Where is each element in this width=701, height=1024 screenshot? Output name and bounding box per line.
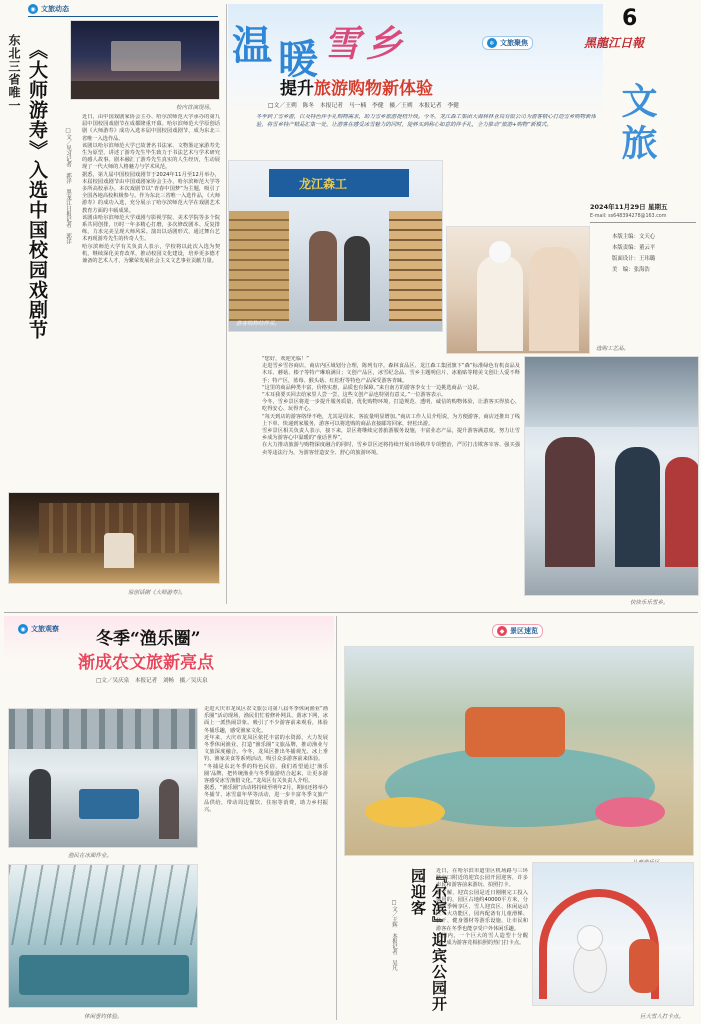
section-tag-observation: [18, 624, 59, 634]
subtitle-plain: 提升: [280, 79, 314, 99]
issue-date: 2024年11月29日 星期五: [590, 203, 668, 211]
store-photo: [228, 160, 443, 332]
snowman-photo: [532, 862, 694, 1006]
section-tag-feature: [482, 36, 533, 50]
section-tag-label: 文旅观察: [31, 625, 59, 633]
photo-caption: 选购工艺品。: [596, 346, 630, 352]
fishing-byline: □文／吴庆泉 本报记者 刘畅 摄／吴庆泉: [96, 678, 208, 684]
fishing-subheadline: 渐成农文旅新亮点: [78, 653, 214, 673]
credit-line: 美 编：张海浩: [612, 267, 650, 273]
section-tag-scenic: [492, 624, 543, 638]
section-tag-label: 景区速览: [510, 627, 538, 635]
headline: 《大师游寿》入选中国校园戏剧节: [26, 40, 48, 340]
photo-caption: 校内首演现场。: [176, 105, 215, 111]
stage-photo: [70, 20, 220, 100]
feature-lead: 冬季到了雪乡游，以及特色伴手礼购物需求，助力雪乡旅游提档升级。今冬，龙江森工集团大海林林业局有限公司为游客精心打造雪乡购物新体验，将雪乡特产精品汇集一处，让游客在感受冰雪魅力的同时，能够买到称心如意的伴手礼，全力推动“旅游+购物”新模式。: [256, 114, 596, 128]
greenhouse-photo: [8, 864, 198, 1008]
photo-caption: 原创话剧《大师游寿》。: [128, 590, 186, 596]
article-body: 近日，由中国戏剧家协会主办、哈尔滨师范大学承办的第九届中国校园戏剧节在成都隆重开幕。哈尔滨师范大学原创话剧《大师游寿》成功入选本届中国校园戏剧节，成为东北三省唯一入选作品。 该剧以哈尔滨师范大学已故著名书法家、文物鉴定家游寿先生为原型，讲述了游寿先生毕生致力于书法艺术与学术研究的感人故事。剧本融汇了游寿先生真实的人生经历，生动展现了一代大师的人格魅力与学术风范。 据悉，第九届中国校园戏剧节于2024年11月至12月举办，本届校园戏剧节由中国戏剧家协会主办，哈尔滨师范大学等多所高校承办。本次戏剧节以“青春中国梦”为主题，吸引了全国各地高校积极参与。作为东北三省唯一入选作品，《大师游寿》的成功入选，充分展示了哈尔滨师范大学在戏剧艺术教育方面的丰硕成果。 该剧由哈尔滨师范大学戏剧与影视学院、美术学院等多个院系共同创排，历时一年多精心打磨，多次修改剧本、反复排练，力求完美呈现大师风采。演出以话剧形式，通过舞台艺术再现游寿先生的传奇人生。 哈尔滨师范大学有关负责人表示，学校将以此次入选为契机，继续深化美育改革，推动校园文化建设，培养更多德才兼备的艺术人才，为繁荣发展社会主义文艺事业贡献力量。: [82, 114, 220, 265]
feature-subtitle: [280, 74, 433, 99]
credit-line: 本版责编：董云平: [612, 245, 656, 251]
snowflake-icon: ❄: [487, 38, 497, 48]
divider: [28, 16, 218, 17]
divider: [590, 222, 696, 223]
title-char: 乡: [366, 24, 403, 65]
section-tag-culture-news: [28, 4, 69, 14]
street-photo: [524, 356, 699, 596]
photo-caption: 渔民在冰面作业。: [68, 853, 113, 859]
credit-line: 版面设计：王玮璐: [612, 256, 656, 262]
title-char: 温: [232, 22, 272, 69]
park-byline: □文／王辉 本报记者 吴凡: [391, 900, 397, 971]
divider: [4, 612, 698, 613]
fishing-body: 走进大庆市龙凤区农文旅公司第八届冬季休闲渔业“渔乐圈”活动现场，渔民们忙着修补网具、凿冰下网，冰面上一派热闹景象。吸引了不少游客前来观看，体验冬捕乐趣，感受渔家文化。 近年来，大庆市龙凤区依托丰富的水资源，大力发展冬季休闲渔业，打造“渔乐圈”文旅品牌，推动渔业与文旅深度融合。今冬，龙凤区推出冬捕观光、冰上垂钓、渔家美食等系列活动，吸引众多游客前来体验。 “冬捕是东北冬季的特色民俗，我们希望通过‘渔乐圈’品牌，把传统渔业与冬季旅游结合起来，让更多游客感受冰雪渔猎文化。”龙凤区有关负责人介绍。 据悉，“渔乐圈”活动将持续至明年2月，期间还将举办冬捕节、冰雪嘉年华等活动，进一步丰富冬季文旅产品供给，带动周边餐饮、住宿等消费，助力乡村振兴。: [204, 706, 328, 813]
photo-caption: 巨大雪人打卡点。: [640, 1014, 685, 1020]
craft-photo: [446, 226, 590, 354]
park-headline: 『尔滨』迎宾公园开园迎客: [409, 868, 448, 1012]
photo-caption: 游客购物结伴买。: [236, 321, 281, 327]
subtitle-highlight: 旅游购物新体验: [314, 79, 433, 99]
location-icon: ◆: [497, 626, 507, 636]
globe-icon: ◉: [18, 624, 28, 634]
feature-byline: □文／王朔 陈冬 本报记者 马一楠 李健 摄／王朔 本报记者 李健: [268, 103, 459, 109]
column-divider: [336, 616, 337, 1020]
feature-body: “您好，欢迎光临！” 走进雪乡雪谷商店，商店内区域划分合理，陈列有序。森林食品区、龙江森工集团旗下“森”标准绿色有机食品及木耳、蘑菇、榛子等特产琳琅满目；文创产品区，冰雪纪念品、雪乡主题明信片、冰箱贴等精美文创让人爱不释手；特产区，蓝莓、猴头菇、红松籽等特色产品深受游客青睐。 “这里的商品种类丰富，价格实惠，品质也有保障。”来自南方的游客李女士一边挑选商品一边说。 “木耳我要买回去给家里人尝一尝，这些文创产品也特别有意义。”一位游客表示。 今冬，雪乡景区将进一步提升服务质量，优化购物环境，打造规范、透明、诚信的购物体验，让游客买得放心、吃得安心、玩得开心。 “每天到店的游客络绎不绝，尤其是周末，客流量明显增加。”商店工作人员介绍说，为方便游客，商店还推出了线上下单、快递到家服务，游客可以将选购的商品直接邮寄回家，轻松出游。 雪乡景区相关负责人表示，接下来，景区将继续完善旅游服务设施，丰富业态产品，提升游客满意度，努力让雪乡成为游客心中温暖的“童话世界”。 在大力推动旅游与购物深度融合的同时，雪乡景区还将持续开展市场秩序专项整治，严厉打击欺客宰客、强买强卖等违法行为，为游客营造安全、舒心的旅游环境。: [262, 356, 520, 456]
credits: [612, 232, 655, 276]
section-tag-label: 文旅动态: [41, 5, 69, 13]
column-divider: [226, 4, 227, 604]
title-char: 暖: [278, 36, 318, 83]
fishing-headline: 冬季“渔乐圈”: [96, 629, 201, 649]
side-title: 东北三省唯一: [7, 34, 21, 112]
credit-line: 本版主编：文天心: [612, 234, 656, 240]
photo-caption: 快快乐乐雪乡。: [630, 600, 669, 606]
fishing-photo: [8, 708, 198, 848]
store-sign: 龙江森工: [299, 177, 348, 191]
title-char: 雪: [324, 24, 361, 65]
photo-caption: 休闲垂钓体验。: [84, 1014, 123, 1020]
park-photo: [344, 646, 694, 856]
byline: □文／见习记者 郭洋 黑龙江日报记者 郭洋: [65, 128, 71, 244]
globe-icon: ◉: [28, 4, 38, 14]
section-title: 文旅: [616, 82, 658, 166]
park-body: 近日，在哈尔滨市道里区机场路与三环路交口附近的迎宾公园开园迎客，许多市民和游客前来游玩、拍照打卡。 据了解，迎宾公园是近日刚刚完工投入使用的，园区占地约40000平方米，分为四季畅享区、雪人迎宾区、休闲运动区三大功能区，园内配备有儿童滑梯、秋千、健身器材等游乐设施，让市民和游客在冬季也能享受户外休闲乐趣。 公园内，一个巨大的雪人造型十分醒目，成为游客竞相拍照的热门打卡点。: [436, 868, 528, 947]
page-number: 6: [622, 6, 638, 31]
paper-name: 黑龍江日報: [584, 36, 645, 50]
contact-email: E-mail: ss648394278@163.com: [590, 214, 667, 219]
theatre-photo: [8, 492, 220, 584]
section-tag-label: 文旅聚焦: [500, 39, 528, 47]
